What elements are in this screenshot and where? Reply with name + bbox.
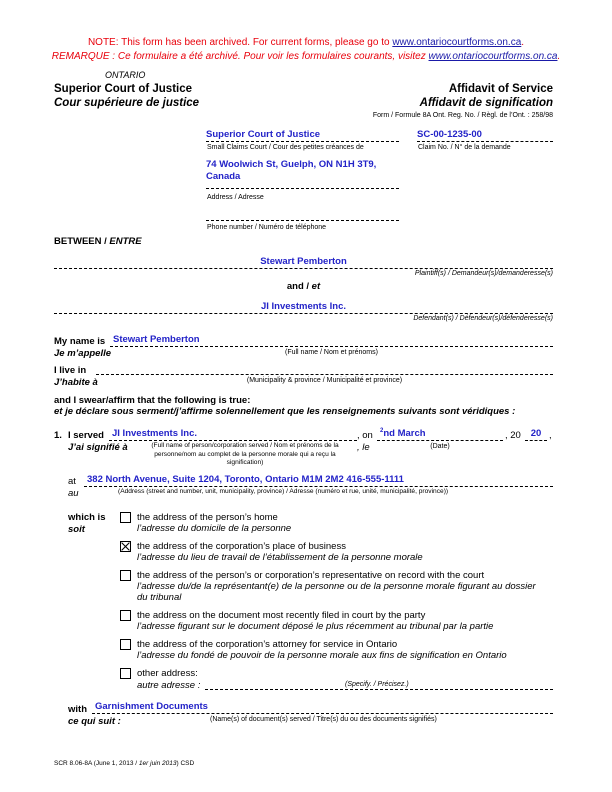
municipality-field[interactable]: [96, 362, 553, 375]
full-name-field[interactable]: Stewart Pemberton: [110, 334, 553, 347]
and-label: and / et: [286, 281, 321, 292]
service-address-field[interactable]: 382 North Avenue, Suite 1204, Toronto, Ontario M1M 2M2 416-555-1111: [84, 474, 553, 487]
court-name-label: Small Claims Court / Cour des petites créances de: [207, 144, 364, 151]
served-party-hint: (Full name of person/corporation served / Nom et prénoms de la personne/nom au complet de la personne morale qui a reçu la signification): [151, 442, 339, 466]
filed-document-address-checkbox[interactable]: [120, 610, 131, 621]
form-reference: Form / Formule 8A Ont. Reg. No. / Règl. de l’Ont. : 258/98: [372, 112, 553, 119]
live-label-en: I live in: [54, 365, 87, 376]
option-attorney-fr: l’adresse du fondé de pouvoir de la personne morale aux fins de signification en Ontario: [137, 650, 507, 661]
province-label: ONTARIO: [105, 70, 146, 80]
name-label-fr: Je m’appelle: [54, 348, 112, 359]
option-representative-en: the address of the person’s or corporation’s representative on record with the court: [137, 570, 485, 581]
option-filed-en: the address on the document most recently filed in court by the party: [137, 610, 426, 621]
other-address-checkbox[interactable]: [120, 668, 131, 679]
with-label-en: with: [68, 704, 87, 715]
option-home-fr: l’adresse du domicile de la personne: [137, 523, 292, 534]
service-address-hint: (Address (street and number, unit, municipality, province) / Adresse (numéro et rue, unité, municipalité, province)): [118, 488, 449, 495]
archive-notice-fr: REMARQUE : Ce formulaire a été archivé. Pour voir les formulaires courants, visitez www.ontariocourtforms.on.ca.: [51, 51, 561, 62]
on-label-fr: , le: [357, 442, 370, 453]
forms-link-fr[interactable]: www.ontariocourtforms.on.ca: [428, 51, 558, 62]
served-label-en: I served: [68, 430, 104, 441]
service-date-hint: (Date): [430, 443, 450, 450]
option-representative-fr: l’adresse du/de la représentant(e) de la personne ou de la personne morale figurant au dossier du tribunal: [137, 581, 536, 603]
service-date-field[interactable]: $^2$nd March: [377, 428, 503, 441]
municipality-hint: (Municipality & province / Municipalité et province): [246, 377, 403, 384]
option-home-en: the address of the person’s home: [137, 512, 278, 523]
served-label-fr: J’ai signifié à: [68, 442, 128, 453]
between-label: BETWEEN / ENTRE: [54, 236, 142, 247]
swear-statement-en: and I swear/affirm that the following is true:: [54, 395, 251, 406]
court-address-label: Address / Adresse: [207, 194, 264, 201]
year-suffix-label: ,: [549, 430, 552, 441]
defendant-field[interactable]: JI Investments Inc.: [54, 301, 553, 314]
plaintiff-label: Plaintiff(s) / Demandeur(s)/demanderesse(s): [414, 270, 553, 277]
name-label-en: My name is: [54, 336, 106, 347]
defendant-label: Defendant(s) / Défendeur(s)/défenderesse(s): [413, 315, 553, 322]
option-other-en: other address:: [137, 668, 198, 679]
home-address-checkbox[interactable]: [120, 512, 131, 523]
on-label-en: , on: [357, 430, 373, 441]
form-title-fr: Affidavit de signification: [419, 97, 553, 109]
documents-served-hint: (Name(s) of document(s) served / Titre(s) du ou des documents signifiés): [210, 716, 437, 723]
other-address-hint: (Specify. / Précisez.): [345, 681, 409, 688]
option-other-fr: autre adresse :: [137, 680, 201, 691]
at-label-fr: au: [68, 488, 79, 499]
which-is-label-en: which is: [68, 512, 106, 523]
business-address-checkbox[interactable]: [120, 541, 131, 552]
court-phone-label: Phone number / Numéro de téléphone: [207, 224, 327, 231]
court-name-field[interactable]: Superior Court of Justice: [206, 129, 399, 142]
which-is-label-fr: soit: [68, 524, 85, 535]
option-filed-fr: l’adresse figurant sur le document déposé le plus récemment au tribunal par la partie: [137, 621, 494, 632]
archive-notice-en: NOTE: This form has been archived. For current forms, please go to www.ontariocourtforms.on.ca.: [87, 37, 525, 48]
option-attorney-en: the address of the corporation’s attorney for service in Ontario: [137, 639, 398, 650]
form-title-en: Affidavit of Service: [448, 83, 553, 95]
service-year-field[interactable]: 20: [525, 428, 547, 441]
representative-address-checkbox[interactable]: [120, 570, 131, 581]
forms-link-en[interactable]: www.ontariocourtforms.on.ca: [392, 37, 522, 48]
option-business-fr: l’adresse du lieu de travail de l’établissement de la personne morale: [137, 552, 423, 563]
documents-served-field[interactable]: Garnishment Documents: [92, 701, 553, 714]
attorney-address-checkbox[interactable]: [120, 639, 131, 650]
form-code: SCR 8.06-8A (June 1, 2013 / 1er juin 2013) CSD: [54, 760, 195, 767]
full-name-hint: (Full name / Nom et prénoms): [285, 349, 378, 356]
live-label-fr: J’habite à: [54, 377, 98, 388]
with-label-fr: ce qui suit :: [68, 716, 121, 727]
year-prefix-label: , 20: [505, 430, 521, 441]
item-number: 1.: [54, 430, 62, 441]
court-title-fr: Cour supérieure de justice: [54, 97, 200, 109]
claim-number-field[interactable]: SC-00-1235-00: [417, 129, 553, 142]
court-title-en: Superior Court of Justice: [54, 83, 193, 95]
claim-number-label: Claim No. / N° de la demande: [418, 144, 511, 151]
served-party-field[interactable]: JI Investments Inc.: [109, 428, 357, 441]
court-address-field[interactable]: 74 Woolwich St, Guelph, ON N1H 3T9, Canada: [206, 159, 399, 189]
swear-statement-fr: et je déclare sous serment/j’affirme solennellement que les renseignements suivants sont véridiques :: [54, 406, 516, 417]
at-label-en: at: [68, 476, 76, 487]
option-business-en: the address of the corporation’s place of business: [137, 541, 346, 552]
plaintiff-field[interactable]: Stewart Pemberton: [54, 256, 553, 269]
court-phone-field[interactable]: [206, 208, 399, 221]
